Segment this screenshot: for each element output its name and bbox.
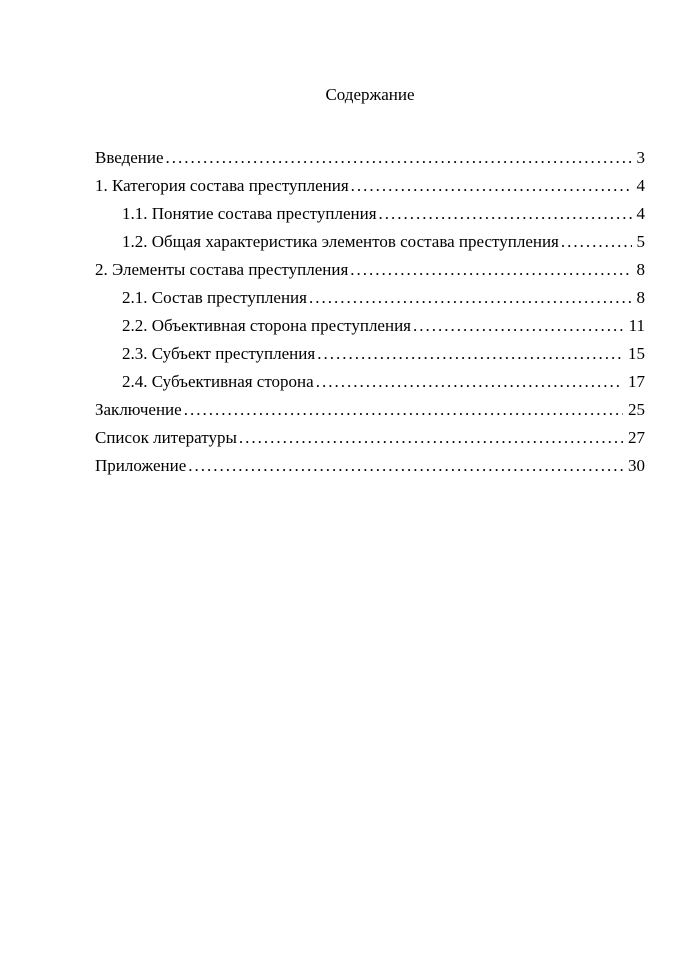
toc-entry-label: 1.1. Понятие состава преступления [122,204,377,223]
toc-entry-page: 30 [628,456,645,475]
dot-leader [350,256,631,284]
toc-entry-page: 8 [636,288,645,307]
toc-entry [95,200,645,228]
toc-entry-label: 2.3. Субъект преступления [122,344,316,363]
toc-entry-page: 17 [628,372,645,391]
toc-entry-page: 11 [628,316,645,335]
toc-entry [95,312,645,340]
toc-entry [95,256,645,284]
toc-entry [95,172,645,200]
toc-entry-label: 2.2. Объективная сторона преступления [122,316,411,335]
dot-leader [316,368,623,396]
dot-leader [379,200,632,228]
toc-entry-label: Список литературы [95,428,237,447]
toc-entry [95,284,645,312]
toc-entry-label: 1. Категория состава преступления [95,176,349,195]
toc-entry-label: 1.2. Общая характеристика элементов состава преступления [122,232,559,251]
toc-entry-label: 2. Элементы состава преступления [95,260,349,279]
dot-leader [188,452,623,480]
toc-entry-page: 27 [628,428,645,447]
toc-entry [95,452,645,480]
toc-entry-page: 8 [636,260,645,279]
toc-entry-label: 2.4. Субъективная сторона [122,372,314,391]
toc-entry-page: 4 [636,176,645,195]
dot-leader [561,228,632,256]
toc-entry-page: 15 [628,344,645,363]
toc-entry-page: 4 [636,204,645,223]
toc-entry [95,340,645,368]
toc-entry-label: Заключение [95,400,182,419]
dot-leader [351,172,632,200]
toc-entry-label: 2.1. Состав преступления [122,288,307,307]
toc-entry-page: 25 [628,400,645,419]
dot-leader [166,144,632,172]
toc-entry [95,228,645,256]
dot-leader [317,340,623,368]
toc-entry [95,396,645,424]
dot-leader [184,396,623,424]
dot-leader [239,424,623,452]
toc-entry-page: 5 [636,232,645,251]
toc-entry-label: Приложение [95,456,187,475]
toc-entry [95,424,645,452]
toc-entry-page: 3 [636,148,645,167]
table-of-contents [95,144,645,480]
toc-entry [95,368,645,396]
dot-leader [413,312,624,340]
toc-entry-label: Введение [95,148,164,167]
page-title: Содержание [325,85,415,104]
dot-leader [309,284,632,312]
toc-entry [95,144,645,172]
